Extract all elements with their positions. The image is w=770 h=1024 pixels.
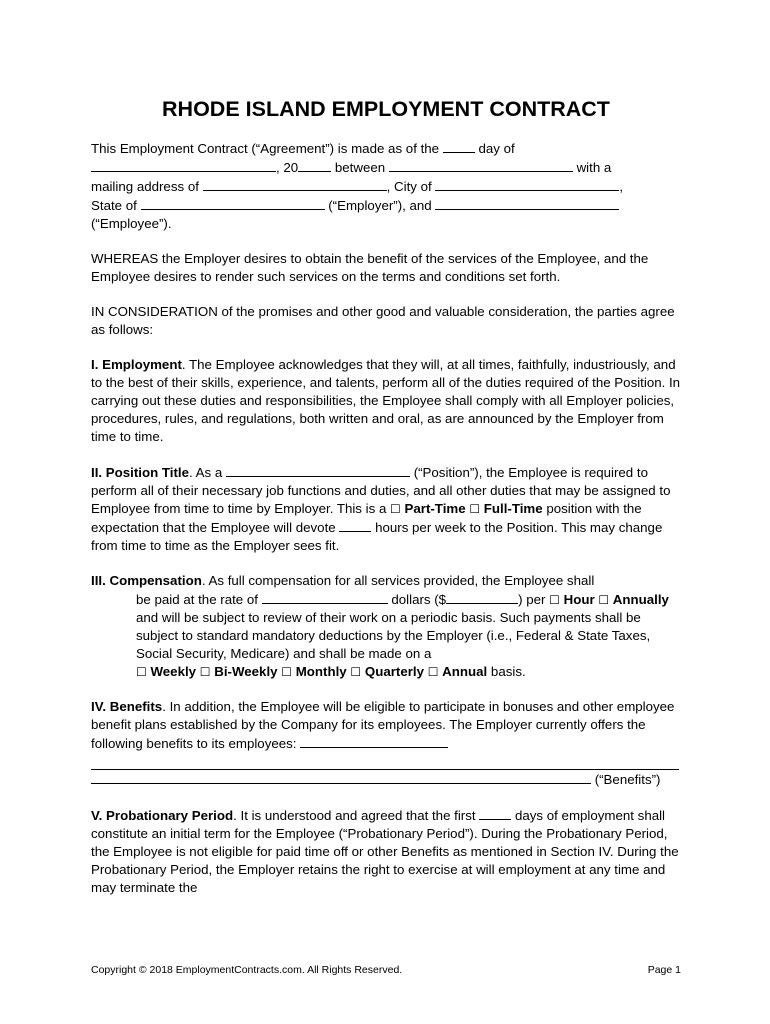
intro-text: with a — [576, 160, 612, 175]
hour-label: Hour — [563, 592, 595, 607]
probation-days-field[interactable] — [479, 806, 511, 820]
biweekly-checkbox[interactable]: ☐ — [199, 665, 211, 679]
intro-text: This Employment Contract (“Agreement”) is made as of the — [91, 141, 440, 156]
year-field[interactable] — [298, 158, 331, 172]
biweekly-label: Bi-Weekly — [214, 664, 278, 679]
section-compensation — [91, 572, 681, 681]
intro-text: State of — [91, 198, 137, 213]
section-text: . The Employee acknowledges that they will, at all times, faithfully, industriously, and to the best of their skills, experience, and talents, perform all of the duties required of the Position. In carrying out these duties and responsibilities, the Employee shall comply with all Employer policies, procedures, rules, and regulations, both written and oral, as are announced by the Employer from time to time. — [91, 357, 681, 444]
section-probationary-period — [91, 806, 681, 897]
state-field[interactable] — [141, 196, 325, 210]
monthly-label: Monthly — [295, 664, 347, 679]
mailing-address-field[interactable] — [203, 177, 387, 191]
section-position-title — [91, 463, 681, 555]
section-text: (“Benefits”) — [594, 772, 661, 787]
day-field[interactable] — [443, 139, 475, 153]
annually-label: Annually — [612, 592, 669, 607]
annual-checkbox[interactable]: ☐ — [427, 665, 439, 679]
copyright-text: Copyright © 2018 EmploymentContracts.com. All Rights Reserved. — [91, 964, 403, 976]
section-text: be paid at the rate of — [136, 592, 258, 607]
section-text: position with the expectation that the Employee will devote — [91, 501, 642, 535]
employer-name-field[interactable] — [389, 158, 573, 172]
position-field[interactable] — [226, 463, 410, 477]
document-page — [91, 96, 681, 914]
benefits-field-1[interactable] — [300, 734, 448, 748]
rate-amount-field[interactable] — [446, 590, 518, 604]
intro-text: (“Employee”). — [91, 216, 172, 231]
intro-text: (“Employer”), and — [328, 198, 432, 213]
section-heading: III. Compensation — [91, 573, 202, 588]
hour-checkbox[interactable]: ☐ — [549, 593, 560, 607]
section-employment — [91, 356, 681, 446]
employee-name-field[interactable] — [435, 196, 619, 210]
section-benefits — [91, 698, 681, 789]
part-time-label: Part-Time — [404, 501, 466, 516]
section-text: and will be subject to review of their work on a periodic basis. Such payments shall be subject to standard mandatory deductions by the Employer (i.e., Federal & State Taxes, Social Security, Medicare) and shall be made on a — [136, 610, 651, 661]
document-title: RHODE ISLAND EMPLOYMENT CONTRACT — [162, 97, 610, 121]
benefits-last-line — [91, 770, 681, 789]
rate-words-field[interactable] — [262, 590, 388, 604]
section-text: (“Position”), the Employee is required to perform all of their necessary job functions and duties, and all other duties that may be assigned to Employee from time to time by Employer. This is a — [91, 465, 671, 516]
city-field[interactable] — [435, 177, 619, 191]
annual-label: Annual — [442, 664, 488, 679]
section-heading: II. Position Title — [91, 465, 190, 480]
month-field[interactable] — [91, 158, 276, 172]
intro-text: , City of — [386, 179, 432, 194]
compensation-indent — [91, 590, 681, 681]
intro-text: mailing address of — [91, 179, 199, 194]
section-text: hours per week to the Position. This may change from time to time as the Employer sees fit. — [91, 520, 663, 553]
section-text: basis. — [490, 664, 526, 679]
hours-field[interactable] — [339, 518, 371, 532]
weekly-label: Weekly — [150, 664, 197, 679]
section-text: . In addition, the Employee will be eligible to participate in bonuses and other employee benefit plans established by the Company for its employees. The Employer currently offers the following benefits to its employees: — [91, 699, 675, 751]
section-text: ) per — [518, 592, 546, 607]
section-text: . As a — [189, 465, 223, 480]
section-text: . As full compensation for all services provided, the Employee shall — [201, 573, 595, 588]
full-time-label: Full-Time — [483, 501, 543, 516]
section-text: . It is understood and agreed that the first — [233, 808, 476, 823]
weekly-checkbox[interactable]: ☐ — [136, 665, 147, 679]
benefits-field-2[interactable] — [91, 753, 679, 770]
section-heading: V. Probationary Period — [91, 808, 234, 823]
intro-text: between — [334, 160, 386, 175]
whereas-paragraph: WHEREAS the Employer desires to obtain the benefit of the services of the Employee, and the Employee desires to render such services on the terms and conditions set forth. — [91, 251, 649, 284]
quarterly-label: Quarterly — [364, 664, 424, 679]
benefits-field-3[interactable] — [91, 770, 591, 784]
page-number: Page 1 — [647, 964, 681, 976]
intro-text: , 20 — [276, 160, 299, 175]
quarterly-checkbox[interactable]: ☐ — [350, 665, 362, 679]
section-text: days of employment shall constitute an initial term for the Employee (“Probationary Period”). During the Probationary Period, the Employee is not eligible for paid time off or other Benefits as mentioned in Section IV. During the Probationary Period, the Employer retains the right to exercise at will employment at any time and may terminate the — [91, 808, 679, 895]
part-time-checkbox[interactable]: ☐ — [390, 502, 401, 516]
annually-checkbox[interactable]: ☐ — [598, 593, 610, 607]
section-heading: IV. Benefits — [91, 699, 163, 714]
monthly-checkbox[interactable]: ☐ — [281, 665, 293, 679]
intro-text: day of — [478, 141, 515, 156]
section-heading: I. Employment — [91, 357, 182, 372]
section-text: dollars ($ — [391, 592, 447, 607]
full-time-checkbox[interactable]: ☐ — [469, 502, 481, 516]
consideration-paragraph: IN CONSIDERATION of the promises and other good and valuable consideration, the parties agree as follows: — [91, 304, 675, 337]
intro-paragraph — [91, 139, 681, 233]
intro-text: , — [619, 179, 624, 194]
